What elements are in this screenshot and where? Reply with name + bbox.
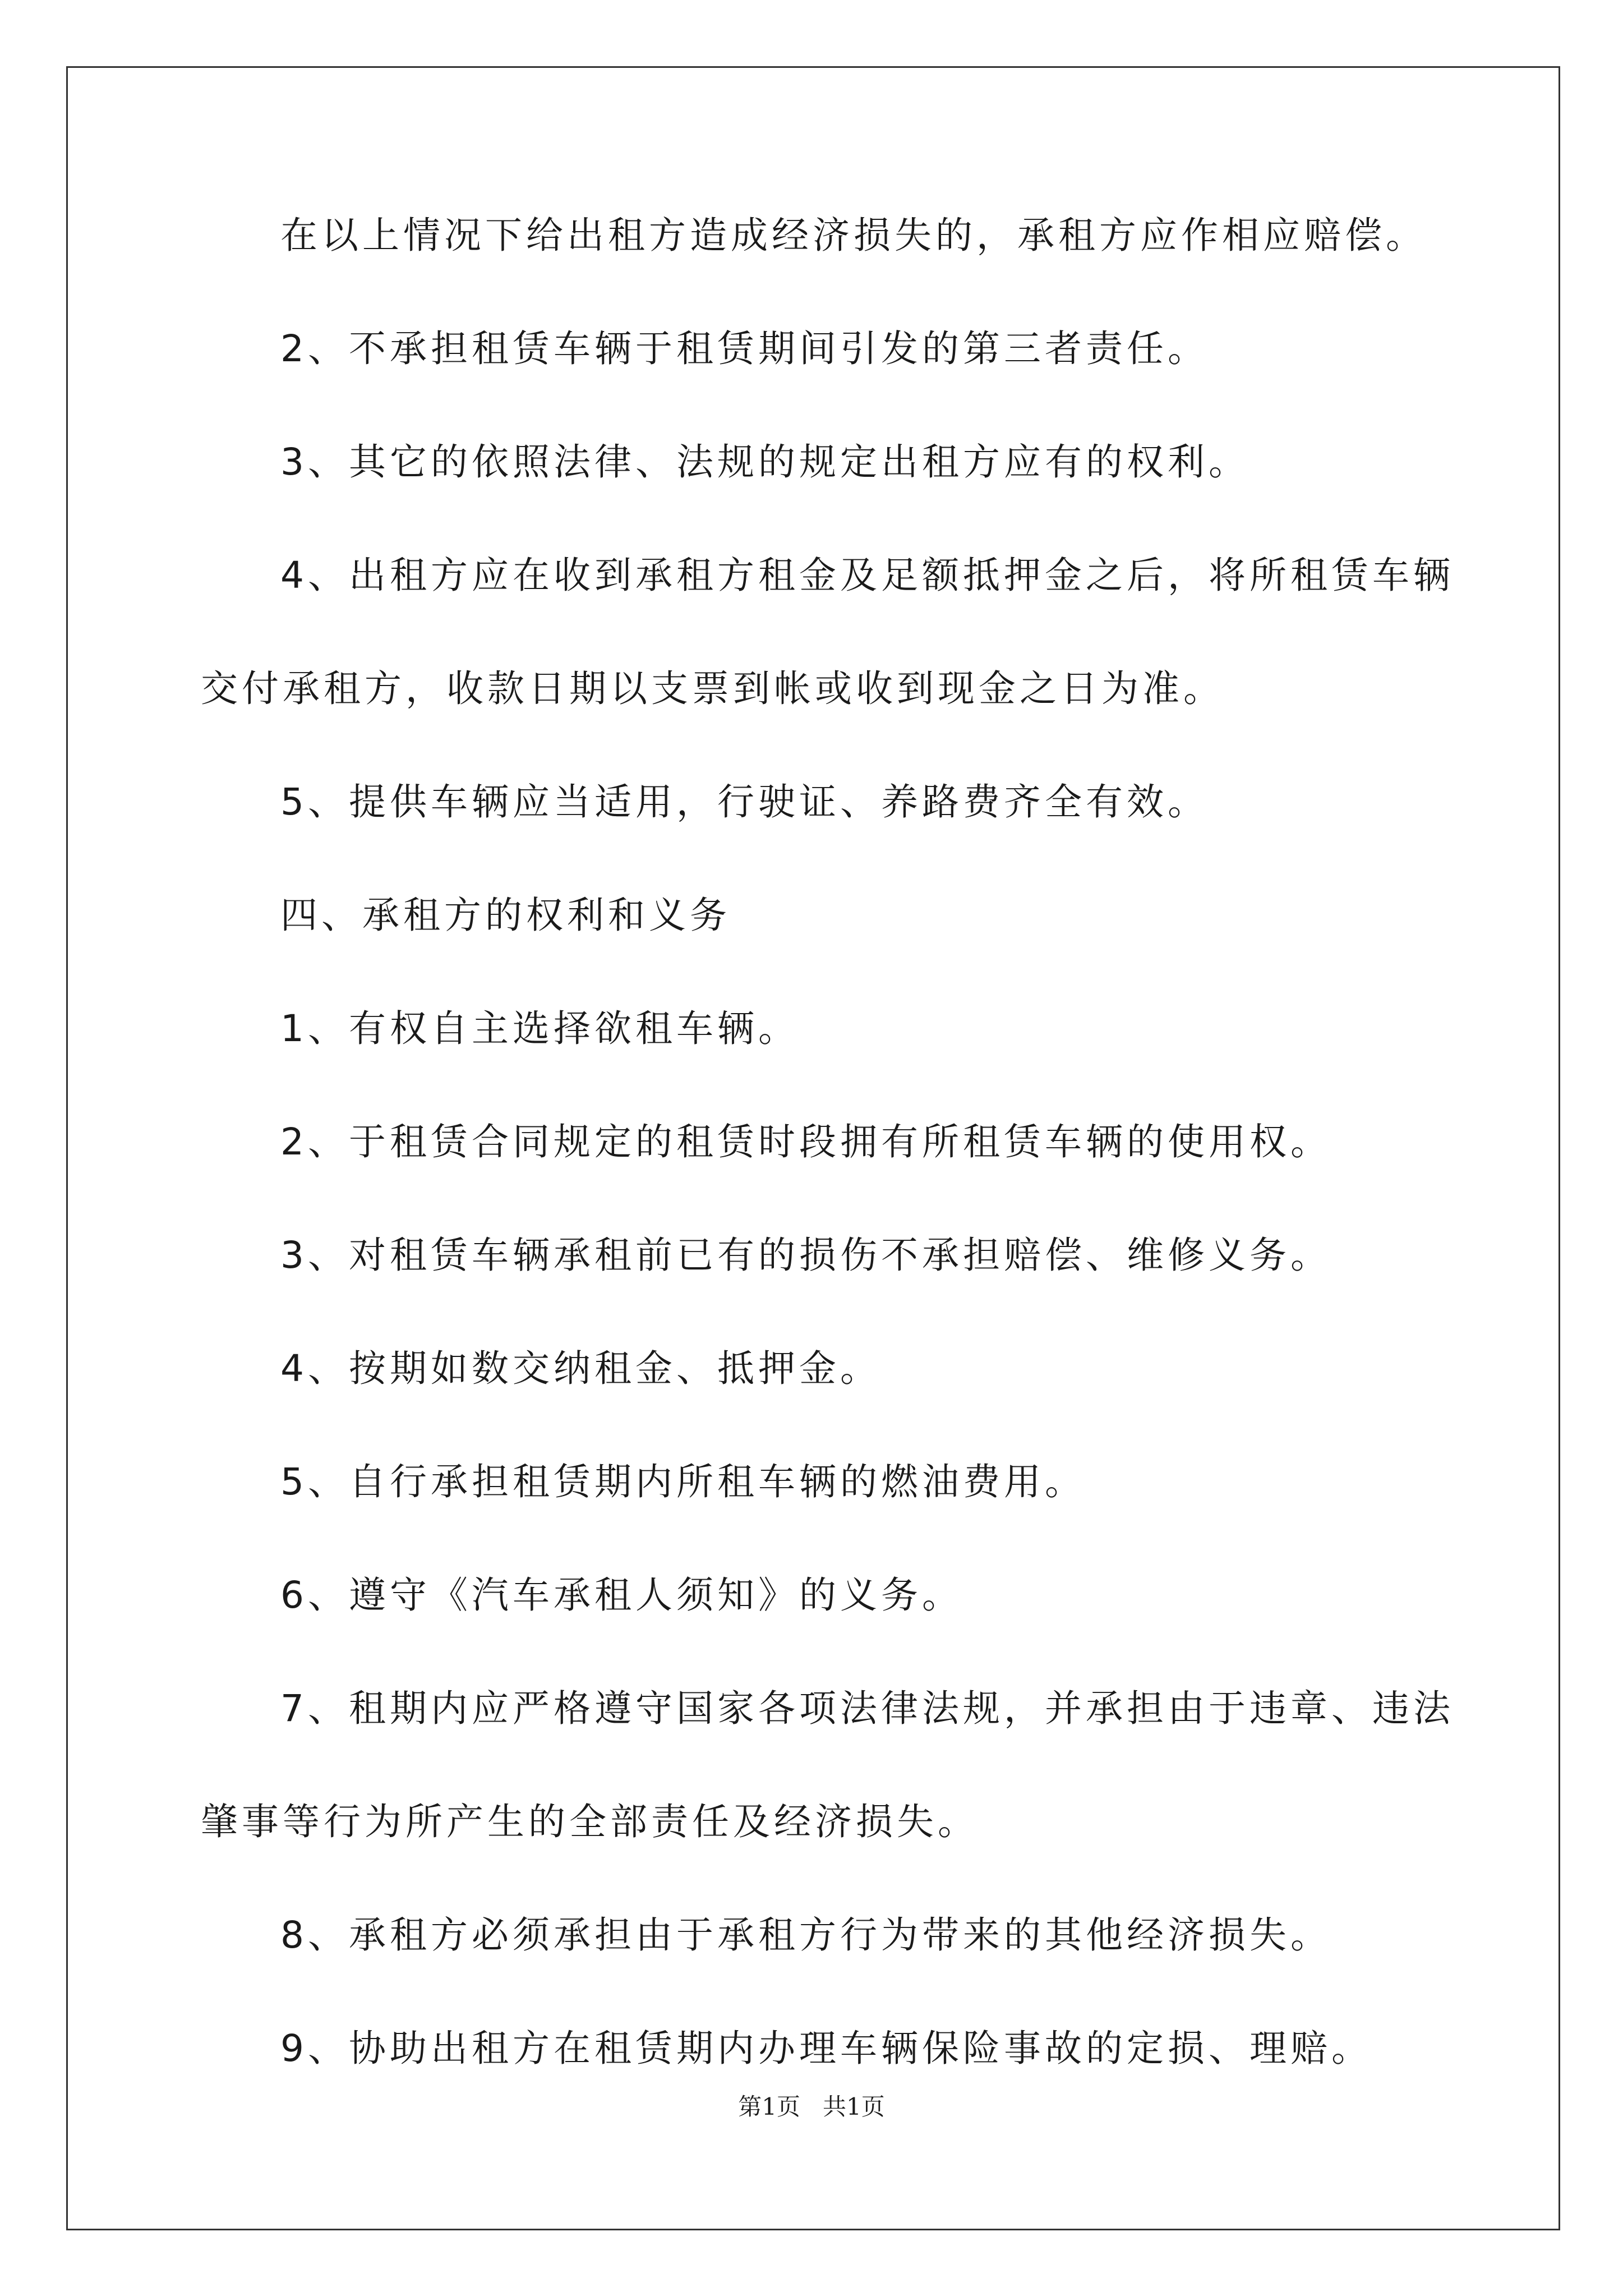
page-footer: 第1页 共1页: [738, 2093, 885, 2120]
paragraph-line-17: 9、协助出租方在租赁期内办理车辆保险事故的定损、理赔。: [280, 2027, 1372, 2070]
paragraph-line-12: 5、自行承担租赁期内所租车辆的燃油费用。: [280, 1460, 1086, 1503]
section-heading-lessee: 四、承租方的权利和义务: [280, 894, 731, 937]
paragraph-line-2: 2、不承担租赁车辆于租赁期间引发的第三者责任。: [280, 327, 1209, 370]
paragraph-line-5: 交付承租方，收款日期以支票到帐或收到现金之日为准。: [201, 667, 1224, 710]
paragraph-line-16: 8、承租方必须承担由于承租方行为带来的其他经济损失。: [280, 1913, 1331, 1957]
paragraph-line-11: 4、按期如数交纳租金、抵押金。: [280, 1347, 881, 1390]
paragraph-line-4: 4、出租方应在收到承租方租金及足额抵押金之后，将所租赁车辆: [280, 554, 1454, 597]
paragraph-line-15: 肇事等行为所产生的全部责任及经济损失。: [201, 1800, 979, 1843]
paragraph-line-6: 5、提供车辆应当适用，行驶证、养路费齐全有效。: [280, 780, 1209, 823]
paragraph-line-13: 6、遵守《汽车承租人须知》的义务。: [280, 1573, 963, 1617]
paragraph-line-9: 2、于租赁合同规定的租赁时段拥有所租赁车辆的使用权。: [280, 1120, 1331, 1163]
paragraph-line-3: 3、其它的依照法律、法规的规定出租方应有的权利。: [280, 440, 1249, 484]
paragraph-line-1: 在以上情况下给出租方造成经济损失的，承租方应作相应赔偿。: [280, 214, 1427, 257]
paragraph-line-10: 3、对租赁车辆承租前已有的损伤不承担赔偿、维修义务。: [280, 1234, 1331, 1277]
paragraph-line-8: 1、有权自主选择欲租车辆。: [280, 1007, 799, 1050]
paragraph-line-14: 7、租期内应严格遵守国家各项法律法规，并承担由于违章、违法: [280, 1687, 1454, 1730]
